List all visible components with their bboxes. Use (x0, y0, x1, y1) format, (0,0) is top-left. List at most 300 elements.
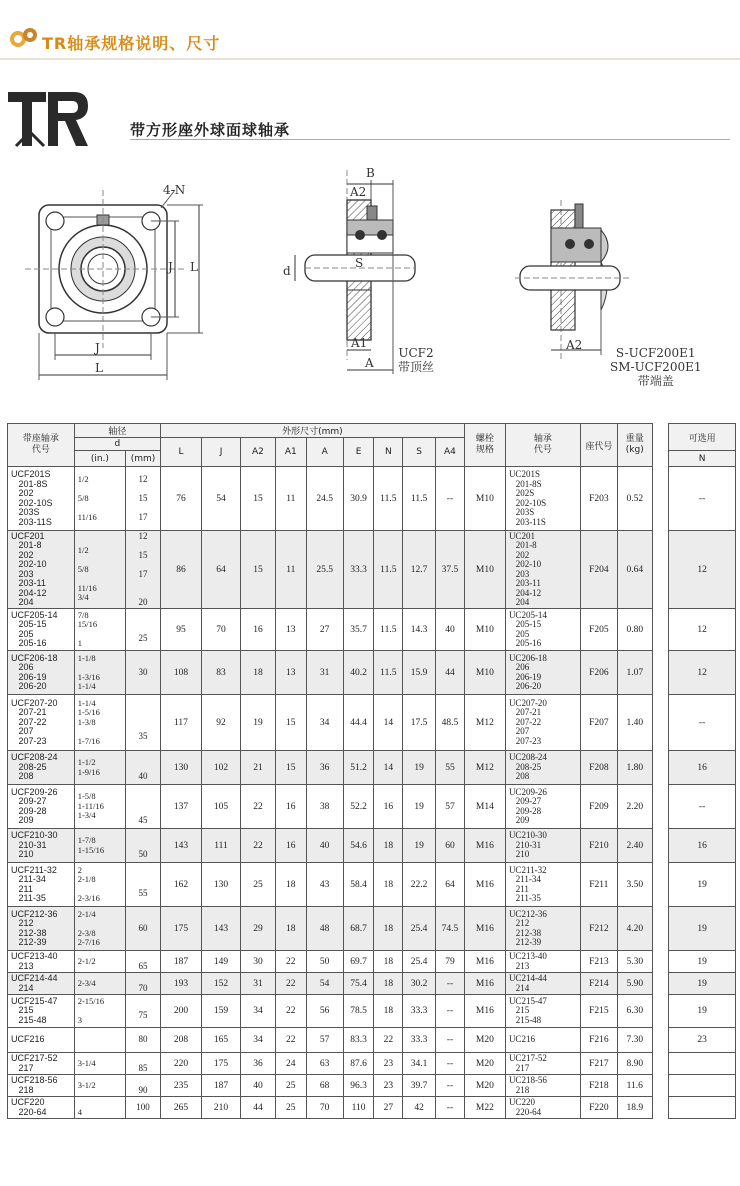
cell-housing: F212 (580, 907, 617, 951)
cell-bearing: UC209-26 209-27 209-28 209 (505, 785, 580, 829)
cell-a2: 34 (241, 995, 276, 1028)
cell-e: 51.2 (343, 751, 374, 785)
cell-mm: 12 15 17 20 (126, 531, 161, 609)
cell-a1: 16 (275, 829, 306, 863)
cell-housing: F213 (580, 951, 617, 973)
cell-a4: 37.5 (436, 531, 465, 609)
cell-e: 83.3 (343, 1028, 374, 1053)
cell-model: UCF210-30 210-31 210 (8, 829, 75, 863)
col-weight: 重量 (kg) (617, 424, 652, 467)
cell-weight: 8.90 (617, 1053, 652, 1075)
cell-optional (669, 1097, 736, 1119)
cell-optional: 19 (669, 951, 736, 973)
table-row (8, 751, 736, 785)
cell-mm: 50 (126, 829, 161, 863)
cell-a2: 31 (241, 973, 276, 995)
cell-inch: 1-1/4 1-5/16 1-3/8 1-7/16 (74, 695, 125, 751)
cell-a4: 44 (436, 651, 465, 695)
cell-l: 76 (160, 467, 201, 531)
cell-inch: 1-1/2 1-9/16 (74, 751, 125, 785)
cell-a1: 25 (275, 1075, 306, 1097)
cell-mm: 45 (126, 785, 161, 829)
cell-weight: 6.30 (617, 995, 652, 1028)
cell-a4: 60 (436, 829, 465, 863)
cell-bolt: M16 (464, 951, 505, 973)
cell-a2: 22 (241, 829, 276, 863)
cell-a4: -- (436, 1075, 465, 1097)
label-l-bottom: L (95, 361, 103, 375)
cell-model: UCF208-24 208-25 208 (8, 751, 75, 785)
cell-s: 11.5 (403, 467, 436, 531)
cell-a2: 22 (241, 785, 276, 829)
col-dim-7: S (403, 438, 436, 467)
cell-model: UCF205-14 205-15 205 205-16 (8, 609, 75, 651)
cell-inch: 1-1/8 1-3/16 1-1/4 (74, 651, 125, 695)
cell-optional: 19 (669, 995, 736, 1028)
cell-a1: 13 (275, 651, 306, 695)
col-shaft-mm: (mm) (126, 451, 161, 467)
col-optional-n: N (669, 451, 736, 467)
cell-bearing: UC218-56 218 (505, 1075, 580, 1097)
cell-optional: 12 (669, 531, 736, 609)
cell-a: 68 (306, 1075, 343, 1097)
cell-l: 108 (160, 651, 201, 695)
cell-a1: 18 (275, 863, 306, 907)
cell-e: 54.6 (343, 829, 374, 863)
cell-l: 95 (160, 609, 201, 651)
table-row (8, 995, 736, 1028)
cell-mm: 70 (126, 973, 161, 995)
cell-s: 19 (403, 829, 436, 863)
cell-model: UCF212-36 212 212-38 212-39 (8, 907, 75, 951)
cell-e: 96.3 (343, 1075, 374, 1097)
cell-weight: 18.9 (617, 1097, 652, 1119)
cell-a: 43 (306, 863, 343, 907)
cell-a: 38 (306, 785, 343, 829)
cell-inch: 4 (74, 1097, 125, 1119)
cell-a2: 40 (241, 1075, 276, 1097)
cell-e: 75.4 (343, 973, 374, 995)
cell-model: UCF206-18 206 206-19 206-20 (8, 651, 75, 695)
cell-mm: 35 (126, 695, 161, 751)
cell-s: 12.7 (403, 531, 436, 609)
cell-a1: 22 (275, 973, 306, 995)
cell-a1: 22 (275, 1028, 306, 1053)
cell-j: 210 (202, 1097, 241, 1119)
cell-bolt: M14 (464, 785, 505, 829)
cell-s: 22.2 (403, 863, 436, 907)
cell-inch: 2-1/4 2-3/8 2-7/16 (74, 907, 125, 951)
cell-bearing: UC211-32 211-34 211 211-35 (505, 863, 580, 907)
cell-bolt: M12 (464, 751, 505, 785)
cell-a: 25.5 (306, 531, 343, 609)
cell-e: 69.7 (343, 951, 374, 973)
label-j-bottom: J (95, 341, 100, 355)
cell-a4: 55 (436, 751, 465, 785)
cell-l: 265 (160, 1097, 201, 1119)
cell-n: 18 (374, 995, 403, 1028)
cell-bolt: M20 (464, 1053, 505, 1075)
cell-s: 30.2 (403, 973, 436, 995)
col-optional: 可选用 (669, 424, 736, 451)
col-dim-2: A2 (241, 438, 276, 467)
col-shaft-d: d (74, 438, 160, 451)
cell-a1: 18 (275, 907, 306, 951)
cell-j: 102 (202, 751, 241, 785)
cell-e: 110 (343, 1097, 374, 1119)
cell-mm: 65 (126, 951, 161, 973)
cell-s: 42 (403, 1097, 436, 1119)
cell-l: 220 (160, 1053, 201, 1075)
caption-ucf2: UCF2 带顶丝 (398, 346, 435, 374)
cell-bearing: UC216 (505, 1028, 580, 1053)
cell-model: UCF201 201-8 202 202-10 203 203-11 204-12 204 (8, 531, 75, 609)
cell-inch: 2 2-1/8 2-3/16 (74, 863, 125, 907)
cell-j: 159 (202, 995, 241, 1028)
cell-l: 117 (160, 695, 201, 751)
cell-mm: 12 15 17 (126, 467, 161, 531)
cell-inch: 7/8 15/16 1 (74, 609, 125, 651)
cell-a: 54 (306, 973, 343, 995)
cell-n: 11.5 (374, 467, 403, 531)
cell-a4: -- (436, 467, 465, 531)
cell-a1: 15 (275, 695, 306, 751)
label-b: B (366, 166, 375, 180)
cell-a4: 57 (436, 785, 465, 829)
cell-weight: 7.30 (617, 1028, 652, 1053)
cell-a: 36 (306, 751, 343, 785)
cell-bolt: M16 (464, 995, 505, 1028)
cell-a: 34 (306, 695, 343, 751)
cell-e: 58.4 (343, 863, 374, 907)
cell-n: 18 (374, 863, 403, 907)
cell-e: 78.5 (343, 995, 374, 1028)
cell-j: 149 (202, 951, 241, 973)
cell-optional: 23 (669, 1028, 736, 1053)
cell-j: 130 (202, 863, 241, 907)
cell-bolt: M10 (464, 651, 505, 695)
cell-a4: 79 (436, 951, 465, 973)
cell-housing: F210 (580, 829, 617, 863)
cell-j: 83 (202, 651, 241, 695)
cell-a: 31 (306, 651, 343, 695)
cell-n: 27 (374, 1097, 403, 1119)
cell-bolt: M10 (464, 531, 505, 609)
cell-a: 48 (306, 907, 343, 951)
cell-a1: 22 (275, 951, 306, 973)
cell-l: 175 (160, 907, 201, 951)
cell-e: 35.7 (343, 609, 374, 651)
cell-l: 86 (160, 531, 201, 609)
cell-bearing: UC213-40 213 (505, 951, 580, 973)
cell-optional: 16 (669, 751, 736, 785)
cell-model: UCF216 (8, 1028, 75, 1053)
cell-a1: 11 (275, 531, 306, 609)
spec-table-wrapper (7, 423, 736, 1119)
col-dim-8: A4 (436, 438, 465, 467)
cell-housing: F205 (580, 609, 617, 651)
cell-j: 143 (202, 907, 241, 951)
cell-a: 57 (306, 1028, 343, 1053)
cell-inch: 1-7/8 1-15/16 (74, 829, 125, 863)
cell-a1: 25 (275, 1097, 306, 1119)
cell-housing: F220 (580, 1097, 617, 1119)
cell-s: 15.9 (403, 651, 436, 695)
cell-optional: 19 (669, 863, 736, 907)
front-view-drawing (25, 170, 225, 390)
cell-n: 14 (374, 695, 403, 751)
cell-s: 19 (403, 751, 436, 785)
label-d: d (283, 264, 291, 278)
cell-optional: 12 (669, 609, 736, 651)
cell-optional (669, 1053, 736, 1075)
cell-a2: 18 (241, 651, 276, 695)
col-dim-3: A1 (275, 438, 306, 467)
cell-model: UCF211-32 211-34 211 211-35 (8, 863, 75, 907)
cell-bearing: UC207-20 207-21 207-22 207 207-23 (505, 695, 580, 751)
cell-weight: 1.40 (617, 695, 652, 751)
cell-bearing: UC201 201-8 202 202-10 203 203-11 204-12 204 (505, 531, 580, 609)
subtitle-divider (130, 139, 730, 140)
cell-model: UCF215-47 215 215-48 (8, 995, 75, 1028)
cell-model: UCF213-40 213 (8, 951, 75, 973)
label-j-side: J (168, 260, 173, 274)
cell-bolt: M20 (464, 1028, 505, 1053)
cell-optional (669, 1075, 736, 1097)
cell-n: 14 (374, 751, 403, 785)
cell-bolt: M16 (464, 863, 505, 907)
cell-model: UCF218-56 218 (8, 1075, 75, 1097)
cell-n: 18 (374, 907, 403, 951)
cell-model: UCF201S 201-8S 202 202-10S 203S 203-11S (8, 467, 75, 531)
cell-s: 17.5 (403, 695, 436, 751)
cell-j: 187 (202, 1075, 241, 1097)
cell-l: 162 (160, 863, 201, 907)
cell-l: 200 (160, 995, 201, 1028)
cell-a2: 16 (241, 609, 276, 651)
label-a: A (365, 356, 374, 370)
cell-s: 34.1 (403, 1053, 436, 1075)
cell-weight: 1.07 (617, 651, 652, 695)
cell-bolt: M16 (464, 973, 505, 995)
cell-bolt: M20 (464, 1075, 505, 1097)
cell-l: 143 (160, 829, 201, 863)
cell-mm: 25 (126, 609, 161, 651)
label-a1: A1 (351, 336, 368, 350)
cell-a2: 19 (241, 695, 276, 751)
cell-bolt: M16 (464, 829, 505, 863)
cell-model: UCF214-44 214 (8, 973, 75, 995)
cell-a4: 64 (436, 863, 465, 907)
cell-a2: 21 (241, 751, 276, 785)
table-row (8, 531, 736, 609)
col-housing: 座代号 (580, 424, 617, 467)
cell-bolt: M16 (464, 907, 505, 951)
caption-s-ucf200e1: S-UCF200E1 SM-UCF200E1 带端盖 (610, 346, 702, 388)
cell-mm: 55 (126, 863, 161, 907)
bearing-logo-icon (8, 26, 40, 50)
col-bearing: 轴承 代号 (505, 424, 580, 467)
cell-weight: 2.20 (617, 785, 652, 829)
cell-bearing: UC212-36 212 212-38 212-39 (505, 907, 580, 951)
cell-j: 64 (202, 531, 241, 609)
cell-housing: F208 (580, 751, 617, 785)
cell-model: UCF209-26 209-27 209-28 209 (8, 785, 75, 829)
cell-bolt: M12 (464, 695, 505, 751)
cell-mm: 90 (126, 1075, 161, 1097)
cell-housing: F218 (580, 1075, 617, 1097)
spec-table (7, 423, 736, 1119)
label-4n: 4-N (163, 183, 186, 197)
cell-inch: 2-3/4 (74, 973, 125, 995)
cell-a1: 15 (275, 751, 306, 785)
cell-j: 105 (202, 785, 241, 829)
label-s: S (355, 256, 364, 270)
cell-weight: 5.90 (617, 973, 652, 995)
cell-s: 14.3 (403, 609, 436, 651)
col-dim-4: A (306, 438, 343, 467)
table-row (8, 695, 736, 751)
cell-housing: F204 (580, 531, 617, 609)
col-dim-0: L (160, 438, 201, 467)
cell-inch: 3-1/2 (74, 1075, 125, 1097)
cell-housing: F215 (580, 995, 617, 1028)
cell-a: 56 (306, 995, 343, 1028)
cell-a1: 24 (275, 1053, 306, 1075)
cell-j: 54 (202, 467, 241, 531)
cell-l: 187 (160, 951, 201, 973)
cell-j: 175 (202, 1053, 241, 1075)
col-bolt: 螺栓 规格 (464, 424, 505, 467)
cell-bearing: UC220 220-64 (505, 1097, 580, 1119)
cell-s: 25.4 (403, 951, 436, 973)
cell-mm: 30 (126, 651, 161, 695)
cell-s: 39.7 (403, 1075, 436, 1097)
cell-e: 30.9 (343, 467, 374, 531)
cell-optional: -- (669, 467, 736, 531)
cell-j: 92 (202, 695, 241, 751)
cell-optional: -- (669, 785, 736, 829)
cell-inch: 2-1/2 (74, 951, 125, 973)
cell-mm: 60 (126, 907, 161, 951)
cell-weight: 5.30 (617, 951, 652, 973)
col-dims: 外形尺寸(mm) (160, 424, 464, 438)
label-a2-right: A2 (566, 338, 583, 352)
spec-table-body (8, 467, 736, 1119)
cell-a2: 15 (241, 531, 276, 609)
cell-inch: 1/2 5/8 11/16 (74, 467, 125, 531)
table-row (8, 973, 736, 995)
cell-n: 11.5 (374, 609, 403, 651)
cell-mm: 85 (126, 1053, 161, 1075)
cell-optional: 12 (669, 651, 736, 695)
col-dim-6: N (374, 438, 403, 467)
cell-inch (74, 1028, 125, 1053)
cell-bearing: UC217-52 217 (505, 1053, 580, 1075)
cell-l: 137 (160, 785, 201, 829)
cell-weight: 3.50 (617, 863, 652, 907)
table-row (8, 467, 736, 531)
cell-mm: 75 (126, 995, 161, 1028)
cell-n: 11.5 (374, 651, 403, 695)
cell-housing: F217 (580, 1053, 617, 1075)
cell-n: 18 (374, 829, 403, 863)
table-row (8, 609, 736, 651)
cell-a: 70 (306, 1097, 343, 1119)
cell-housing: F203 (580, 467, 617, 531)
cell-housing: F206 (580, 651, 617, 695)
table-row (8, 1097, 736, 1119)
table-row (8, 951, 736, 973)
cell-weight: 2.40 (617, 829, 652, 863)
cell-a4: 48.5 (436, 695, 465, 751)
table-row (8, 829, 736, 863)
cell-a2: 36 (241, 1053, 276, 1075)
cell-a: 40 (306, 829, 343, 863)
cell-weight: 0.80 (617, 609, 652, 651)
cell-a1: 11 (275, 467, 306, 531)
cell-l: 193 (160, 973, 201, 995)
cell-housing: F211 (580, 863, 617, 907)
cell-e: 87.6 (343, 1053, 374, 1075)
cell-mm: 80 (126, 1028, 161, 1053)
cell-bearing: UC208-24 208-25 208 (505, 751, 580, 785)
cell-weight: 0.52 (617, 467, 652, 531)
cell-optional: 19 (669, 973, 736, 995)
cell-n: 18 (374, 973, 403, 995)
cell-s: 33.3 (403, 1028, 436, 1053)
cell-e: 44.4 (343, 695, 374, 751)
table-row (8, 863, 736, 907)
top-header (0, 0, 740, 60)
cell-j: 165 (202, 1028, 241, 1053)
cell-l: 130 (160, 751, 201, 785)
cell-weight: 1.80 (617, 751, 652, 785)
cell-housing: F216 (580, 1028, 617, 1053)
cell-inch: 1/2 5/8 11/16 3/4 (74, 531, 125, 609)
cell-housing: F207 (580, 695, 617, 751)
cell-n: 23 (374, 1075, 403, 1097)
cell-optional: 16 (669, 829, 736, 863)
cell-a: 27 (306, 609, 343, 651)
cell-a: 63 (306, 1053, 343, 1075)
cell-s: 33.3 (403, 995, 436, 1028)
cell-inch: 3-1/4 (74, 1053, 125, 1075)
cell-n: 18 (374, 951, 403, 973)
cell-inch: 2-15/16 3 (74, 995, 125, 1028)
cell-e: 68.7 (343, 907, 374, 951)
cell-weight: 11.6 (617, 1075, 652, 1097)
header-divider (0, 58, 740, 60)
cell-model: UCF207-20 207-21 207-22 207 207-23 (8, 695, 75, 751)
cell-e: 33.3 (343, 531, 374, 609)
cell-a4: -- (436, 1053, 465, 1075)
cell-optional: 19 (669, 907, 736, 951)
col-model: 带座轴承 代号 (8, 424, 75, 467)
technical-drawings (0, 160, 740, 410)
cell-a2: 30 (241, 951, 276, 973)
cell-bearing: UC201S 201-8S 202S 202-10S 203S 203-11S (505, 467, 580, 531)
label-a2: A2 (350, 185, 367, 199)
cell-a1: 16 (275, 785, 306, 829)
cell-bearing: UC215-47 215 215-48 (505, 995, 580, 1028)
cell-inch: 1-5/8 1-11/16 1-3/4 (74, 785, 125, 829)
cell-bearing: UC210-30 210-31 210 (505, 829, 580, 863)
cell-s: 19 (403, 785, 436, 829)
cell-n: 23 (374, 1053, 403, 1075)
table-row (8, 651, 736, 695)
cell-housing: F214 (580, 973, 617, 995)
